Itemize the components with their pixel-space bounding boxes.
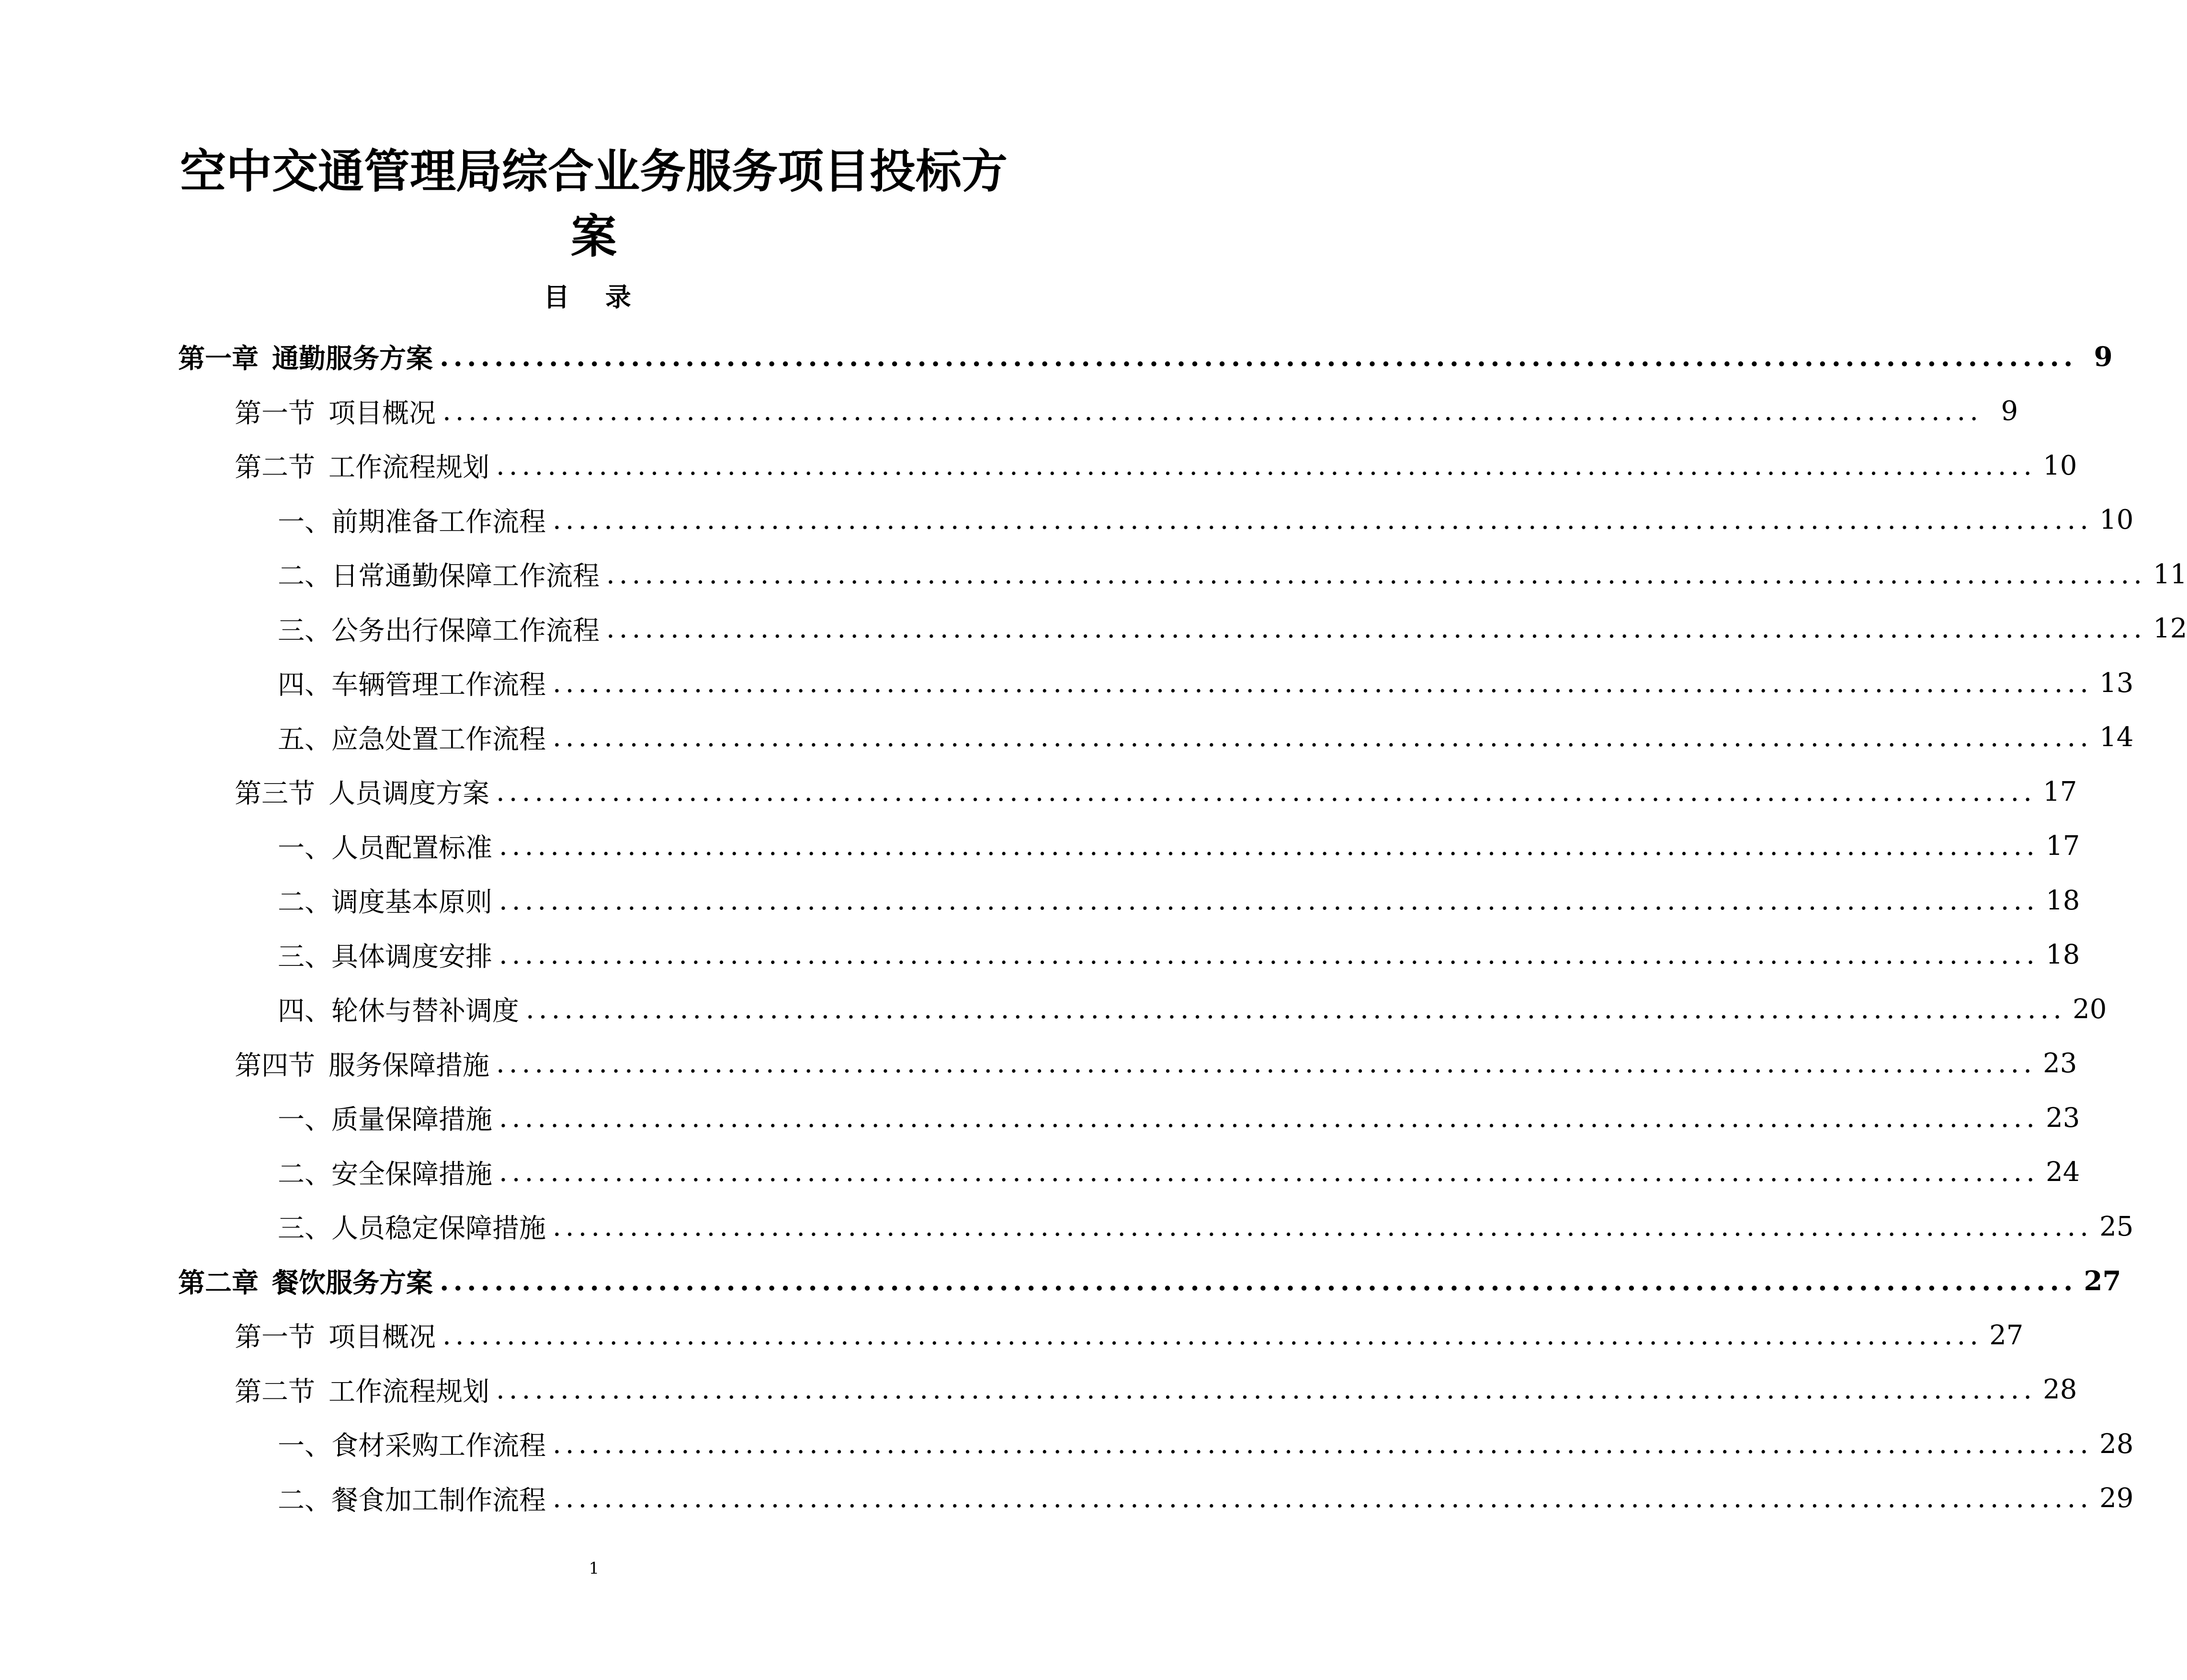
toc-entry-page: 18 <box>2046 885 2080 916</box>
page-number: 1 <box>589 1559 600 1578</box>
toc-entry-title: 人员调度方案 <box>329 778 489 809</box>
toc-entry-number: 五、 <box>278 724 331 755</box>
toc-entry-number: 三、 <box>278 615 331 647</box>
toc-entry-title: 安全保障措施 <box>331 1158 492 1190</box>
toc-dot-leader: ........................................................................................................................ <box>553 1483 2093 1514</box>
toc-dot-leader: ........................................................................................................................ <box>442 1319 1983 1351</box>
document-title-line2: 案 <box>571 209 617 263</box>
toc-entry[interactable] <box>278 1200 2134 1253</box>
toc-entry-title: 轮休与替补调度 <box>331 996 519 1027</box>
toc-entry-page: 27 <box>2084 1265 2121 1297</box>
toc-entry-page: 28 <box>2043 1374 2077 1405</box>
toc-entry[interactable] <box>278 929 2080 981</box>
toc-entry-title: 质量保障措施 <box>331 1104 492 1135</box>
toc-entry-page: 10 <box>2043 450 2077 481</box>
toc-dot-leader: ........................................................................................................................ <box>496 1374 2037 1405</box>
toc-dot-leader: ........................................................................................................................ <box>496 450 2037 481</box>
toc-entry-number: 第一节 <box>235 1322 315 1353</box>
toc-dot-leader: ........................................................................................................................ <box>606 613 2147 644</box>
toc-entry-title: 人员稳定保障措施 <box>331 1213 546 1244</box>
toc-entry-number: 二、 <box>278 1485 331 1516</box>
toc-dot-leader: ........................................................................................................................ <box>553 504 2093 535</box>
toc-entry-number: 一、 <box>278 506 331 538</box>
toc-entry-number: 三、 <box>278 941 331 973</box>
toc-entry-number: 第一节 <box>235 397 315 429</box>
toc-entry-page: 17 <box>2043 776 2077 807</box>
toc-entry-title: 项目概况 <box>329 1322 436 1353</box>
toc-entry-page: 14 <box>2099 722 2134 753</box>
toc-entry-page: 9 <box>2094 341 2113 373</box>
toc-entry-number: 一、 <box>278 1104 331 1135</box>
toc-entry[interactable] <box>235 439 2077 492</box>
toc-entry-page: 18 <box>2046 939 2080 970</box>
toc-entry-number: 四、 <box>278 670 331 701</box>
toc-entry-title: 具体调度安排 <box>331 941 492 973</box>
toc-entry-page: 25 <box>2099 1211 2134 1242</box>
toc-entry-page: 29 <box>2099 1483 2134 1514</box>
toc-entry-title: 应急处置工作流程 <box>331 724 546 755</box>
toc-dot-leader: ........................................................................................................................ <box>553 1428 2093 1460</box>
toc-entry[interactable] <box>278 548 2187 601</box>
toc-entry-number: 一、 <box>278 832 331 864</box>
toc-entry-number: 第三节 <box>235 778 315 809</box>
toc-entry-page: 28 <box>2099 1428 2134 1460</box>
toc-dot-leader: ........................................................................................................................ <box>440 1265 2077 1297</box>
toc-entry-title: 工作流程规划 <box>329 1376 489 1408</box>
toc-entry[interactable] <box>278 1472 2134 1525</box>
toc-entry-page: 10 <box>2099 504 2134 535</box>
toc-entry[interactable] <box>178 330 2113 383</box>
toc-dot-leader: ........................................................................................................................ <box>526 993 2066 1025</box>
toc-dot-leader: ........................................................................................................................ <box>606 558 2147 590</box>
toc-dot-leader: ........................................................................................................................ <box>440 341 2077 373</box>
toc-dot-leader: ........................................................................................................................ <box>553 722 2093 753</box>
toc-entry-number: 二、 <box>278 561 331 592</box>
toc-entry-title: 服务保障措施 <box>329 1050 489 1081</box>
toc-entry-number: 三、 <box>278 1213 331 1244</box>
toc-entry-page: 17 <box>2046 830 2080 862</box>
toc-entry[interactable] <box>278 820 2080 873</box>
toc-dot-leader: ........................................................................................................................ <box>442 396 1983 427</box>
toc-entry-title: 调度基本原则 <box>331 887 492 918</box>
toc-entry-title: 项目概况 <box>329 397 436 429</box>
toc-entry-title: 工作流程规划 <box>329 452 489 483</box>
toc-entry[interactable] <box>235 1037 2077 1090</box>
toc-entry[interactable] <box>278 711 2134 764</box>
toc-entry-title: 餐饮服务方案 <box>272 1267 433 1299</box>
toc-entry-number: 二、 <box>278 887 331 918</box>
toc-entry-page: 20 <box>2073 993 2107 1025</box>
toc-entry-title: 通勤服务方案 <box>272 343 433 375</box>
toc-entry-number: 第四节 <box>235 1050 315 1081</box>
toc-entry[interactable] <box>278 1091 2080 1144</box>
toc-dot-leader: ........................................................................................................................ <box>499 939 2040 970</box>
toc-entry-title: 日常通勤保障工作流程 <box>331 561 600 592</box>
toc-entry-page: 12 <box>2153 613 2187 644</box>
toc-entry[interactable] <box>278 874 2080 927</box>
toc-entry-title: 人员配置标准 <box>331 832 492 864</box>
toc-entry[interactable] <box>235 1363 2077 1416</box>
toc-heading: 目 录 <box>544 282 645 312</box>
document-title <box>158 139 1030 269</box>
toc-entry[interactable] <box>235 1309 2024 1362</box>
toc-entry-page: 27 <box>1989 1319 2024 1351</box>
toc-entry-page: 11 <box>2153 558 2187 590</box>
toc-dot-leader: ........................................................................................................................ <box>499 1102 2040 1134</box>
toc-entry[interactable] <box>235 385 2018 438</box>
toc-entry-number: 第二章 <box>178 1267 259 1299</box>
toc-dot-leader: ........................................................................................................................ <box>496 1048 2037 1079</box>
toc-entry-page: 13 <box>2099 667 2134 699</box>
toc-entry-number: 二、 <box>278 1158 331 1190</box>
toc-entry-number: 第一章 <box>178 343 259 375</box>
toc-entry-number: 一、 <box>278 1430 331 1462</box>
toc-entry-page: 23 <box>2046 1102 2080 1134</box>
toc-dot-leader: ........................................................................................................................ <box>553 1211 2093 1242</box>
toc-entry[interactable] <box>278 602 2187 655</box>
toc-entry-page: 24 <box>2046 1157 2080 1188</box>
toc-dot-leader: ........................................................................................................................ <box>499 885 2040 916</box>
toc-entry[interactable] <box>278 657 2134 709</box>
toc-dot-leader: ........................................................................................................................ <box>553 667 2093 699</box>
toc-entry[interactable] <box>235 765 2077 818</box>
toc-dot-leader: ........................................................................................................................ <box>499 1157 2040 1188</box>
toc-entry-number: 第二节 <box>235 452 315 483</box>
toc-dot-leader: ........................................................................................................................ <box>499 830 2040 862</box>
toc-entry[interactable] <box>278 983 2107 1035</box>
toc-entry-page: 9 <box>2001 396 2018 427</box>
toc-entry[interactable] <box>278 494 2134 546</box>
toc-entry-title: 公务出行保障工作流程 <box>331 615 600 647</box>
document-title-line1: 空中交通管理局综合业务服务项目投标方 <box>180 144 1008 198</box>
toc-entry[interactable] <box>178 1255 2121 1307</box>
toc-entry[interactable] <box>278 1418 2134 1470</box>
toc-entry-title: 餐食加工制作流程 <box>331 1485 546 1516</box>
toc-entry[interactable] <box>278 1146 2080 1199</box>
toc-entry-page: 23 <box>2043 1048 2077 1079</box>
toc-dot-leader: ........................................................................................................................ <box>496 776 2037 807</box>
toc-entry-number: 第二节 <box>235 1376 315 1408</box>
toc-entry-title: 车辆管理工作流程 <box>331 670 546 701</box>
toc-entry-title: 前期准备工作流程 <box>331 506 546 538</box>
toc-entry-title: 食材采购工作流程 <box>331 1430 546 1462</box>
toc-entry-number: 四、 <box>278 996 331 1027</box>
